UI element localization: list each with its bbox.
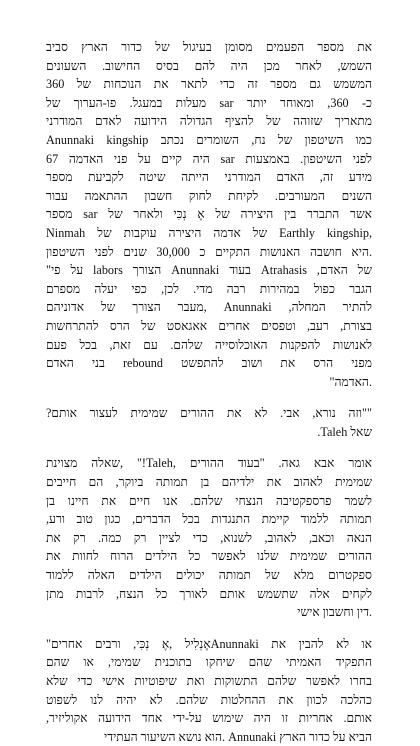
paragraph <box>46 38 372 391</box>
text-line: אשר התברר בין היצירה של אֶ נְכִּי ולאחר של sar מספר <box>46 207 372 222</box>
text-line: המשמש גם מספר זה כדי לתאר את הנוכחות של 360 <box>46 77 372 92</box>
text-line: מידע זה, האדם המודרני הייתה שיטה לקביעת מספר <box>46 170 372 185</box>
text-line: של האדם, Atrahasis בעוד Anunnaki הצורך labors על פי" <box>46 263 372 278</box>
text-line: .היא חושבה האנושות התקיים כ 30,000 שנים לפני השיטפון <box>46 244 372 259</box>
text-line: הביא על כדור הארץ Annunaki .הוא נושא השיעור העתידי <box>104 729 372 744</box>
text-line: את מספר הפעמים מסומן בעיגול של כדור הארץ סביב <box>46 40 372 54</box>
text-line: לקחים אלה שתשמש אותם לאורך כל הנצח, לרבות מתן <box>46 586 372 601</box>
text-line: כהלכה לכוון את ההחלטות שלהם. לא יהיה לנו לשפוט <box>46 692 372 707</box>
paragraph <box>46 454 372 621</box>
text-line: אותם. אחריות זו היה שימוש על-ידי אחד הידועה אקוליזיר, <box>46 711 372 726</box>
paragraph <box>46 404 372 441</box>
text-line: כ- 360, ומאוחר יותר sar מעלות במעגל. פו-הערוך של <box>46 95 372 110</box>
text-line: השמש, לאחר מכן היה להם בסיס החישוב. השעונים <box>46 58 372 73</box>
text-line: בצורת, רעב, וטפסים אחרים אאגאסט של הרס להתרחשות <box>46 318 372 333</box>
text-line: הגבר כפול במהירות רבה מדי. לכן, כפי יעלה מספרם <box>46 281 372 296</box>
text-line: .Taleh שאל <box>317 424 372 439</box>
text-line: בחרו לאפשר שלהם התשוקות ואת שיפוטיות אישי כדי שלא <box>46 674 372 688</box>
text-line: Anunnaki kingship כמו השיטפון של נח, השומרים נכתב <box>46 132 372 147</box>
text-line: לאנושות להפקנות האוכלוסייה שלהם. עם זאת, בכל פעם <box>46 337 372 352</box>
text-line: הנאה וכאב, לאהוב, לשנוא, כדי לציין רק כמה. רק את <box>46 530 372 545</box>
text-line: מתאריך שזוהה של להציף הגדולה הידועה לאדם המודרני <box>46 114 372 129</box>
text-line: לשמר פרספקטיבה הנצחי שלהם. אנו חיים את חיינו בן <box>46 493 372 508</box>
text-line: או לא להבין את Anunnakiאֶנְלִיל ,אֶ נְכִּי, ורבים אחרים" <box>46 636 372 651</box>
text-line: .דין וחשבון אישי <box>297 605 372 620</box>
text-line: להתיר המחלה, Anunnaki ,מעבר הצורך של אדוניהם <box>46 300 372 315</box>
text-line: השנים המעורבים. לקיחת לחוק חשבון ההתאמה עבור <box>46 188 372 203</box>
text-line: שמימית לאהוב את ילדיהם בן תמותה ביוקר, הם חייבים <box>46 475 372 490</box>
text-line: אומר אבא גאה. "בעוד ההורים ,Taleh!" ,שאלה מצוינת <box>46 456 372 471</box>
text-line: ""וזה נורא, אבי. לא את ההורים שמימית לעצור אותם? <box>46 406 372 421</box>
text-line: ספקטרום מלא של תמותה יכולים הילדים האלה ללמוד <box>46 568 372 583</box>
text-line: Ninmah של אדמה היצירה עוקבות של Earthly kingship, <box>46 225 372 240</box>
text-line: התפקיד האמיתי שהם שיחקו בתוכנית שמימי, או שהם <box>46 655 372 670</box>
text-line: מפני הרס את ושוב להתפשט rebound בני האדם <box>46 356 372 371</box>
paragraph <box>46 635 372 746</box>
text-line: ההורים שמימית שלנו לאפשר כל הילדים הרוח לחוות את <box>46 549 372 564</box>
text-line: .האדמה" <box>329 374 372 389</box>
text-line: תמותה ללמוד קיימת התנגדות בכל הדברים, כגון טוב ורע, <box>46 512 372 527</box>
text-line: לפני השיטפון. באמצעות sar היה קיים על פני האדמה 67 <box>46 151 372 166</box>
